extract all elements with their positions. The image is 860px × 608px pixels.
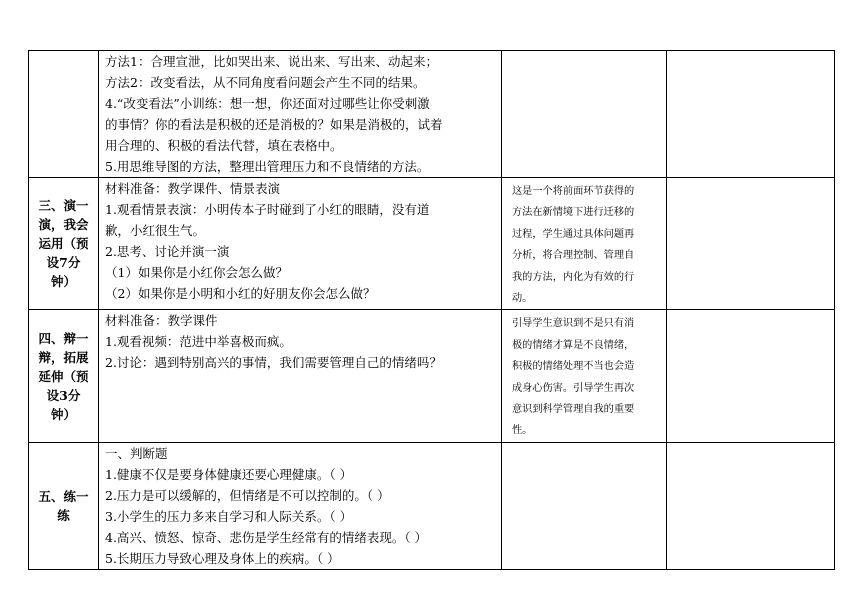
note-line: 这是一个将前面环节获得的 (512, 186, 635, 197)
stage-cell (29, 51, 99, 178)
stage-line: 延伸（预 (38, 368, 89, 384)
design-intent-cell (502, 442, 667, 569)
remarks-cell (667, 178, 835, 310)
stage-line: 钟） (50, 406, 76, 422)
remarks-cell (667, 51, 835, 178)
content-line: 4.高兴、愤怒、惊奇、悲伤是学生经常有的情绪表现。（ ） (105, 529, 428, 545)
stage-line: 设3分 (46, 387, 81, 403)
stage-line: 设7分 (46, 255, 81, 271)
design-intent-cell (502, 310, 667, 442)
design-intent-cell (502, 178, 667, 310)
content-line: 1.观看情景表演：小明传本子时碰到了小红的眼睛，没有道 (105, 202, 430, 217)
stage-line: 辩，拓展 (38, 349, 89, 365)
content-cell (99, 310, 502, 442)
note-line: 动。 (512, 293, 533, 305)
note-line: 极的情绪才算是不良情绪， (512, 339, 635, 351)
content-line: （1）如果你是小红你会怎么做？ (105, 265, 288, 280)
content-line: 材料准备：教学课件 (105, 313, 218, 329)
content-line: 方法2：改变看法，从不同角度看问题会产生不同的结果。 (105, 75, 426, 90)
stage-line: 演，我会 (38, 217, 89, 233)
table-row (29, 442, 835, 569)
stage-line: 四、辩一 (38, 330, 89, 346)
content-line: 方法1：合理宣泄，比如哭出来、说出来、写出来、动起来； (105, 54, 438, 69)
stage-line: 钟） (50, 274, 76, 290)
content-line: 2.压力是可以缓解的，但情绪是不可以控制的。（ ） (105, 487, 390, 503)
content-line: 1.观看视频：范进中举喜极而疯。 (105, 334, 292, 350)
stage-line: 五、练一 (38, 488, 89, 504)
remarks-cell (667, 442, 835, 569)
stage-line: 练 (57, 507, 70, 523)
lesson-plan-table (28, 50, 835, 570)
table-row (29, 178, 835, 310)
content-cell (99, 442, 502, 569)
stage-cell (29, 310, 99, 442)
stage-line: 三、演一 (38, 198, 89, 214)
content-line: 5.长期压力导致心理及身体上的疾病。（ ） (105, 550, 340, 566)
content-line: 2.讨论：遇到特别高兴的事情，我们需要管理自己的情绪吗？ (105, 355, 442, 371)
table-row (29, 51, 835, 178)
stage-cell (29, 178, 99, 310)
remarks-cell (667, 310, 835, 442)
content-line: 2.思考、讨论并演一演 (105, 244, 230, 259)
content-line: 用合理的、积极的看法代替，填在表格中。 (105, 138, 343, 153)
content-line: 5.用思维导图的方法，整理出管理压力和不良情绪的方法。 (105, 159, 430, 174)
content-line: 歉，小红很生气。 (105, 223, 206, 238)
note-line: 过程，学生通过具体问题再 (512, 228, 635, 240)
design-intent-cell (502, 51, 667, 178)
content-line: 3.小学生的压力多来自学习和人际关系。（ ） (105, 508, 353, 524)
note-line: 性。 (512, 425, 533, 437)
stage-cell (29, 442, 99, 569)
content-line: 的事情？你的看法是积极的还是消极的？如果是消极的，试着 (105, 117, 443, 132)
content-line: 1.健康不仅是要身体健康还要心理健康。（ ） (105, 466, 353, 482)
content-cell (99, 178, 502, 310)
content-line: （2）如果你是小明和小红的好朋友你会怎么做？ (105, 286, 376, 301)
stage-line: 运用（预 (38, 236, 89, 252)
note-line: 积极的情绪处理不当也会造 (512, 361, 635, 373)
table-row (29, 310, 835, 442)
content-line: 材料准备：教学课件、情景表演 (105, 181, 281, 196)
note-line: 我的方法，内化为有效的行 (512, 271, 635, 283)
note-line: 成身心伤害。引导学生再次 (512, 382, 635, 394)
note-line: 意识到科学管理自我的重要 (512, 404, 635, 416)
content-line: 4.“改变看法”小训练：想一想，你还面对过哪些让你受刺激 (105, 96, 430, 111)
note-line: 分析，将合理控制、管理自 (512, 250, 635, 262)
content-cell (99, 51, 502, 178)
content-line: 一、判断题 (105, 445, 168, 461)
note-line: 方法在新情境下进行迁移的 (512, 207, 635, 219)
note-line: 引导学生意识到不是只有消 (512, 318, 635, 330)
